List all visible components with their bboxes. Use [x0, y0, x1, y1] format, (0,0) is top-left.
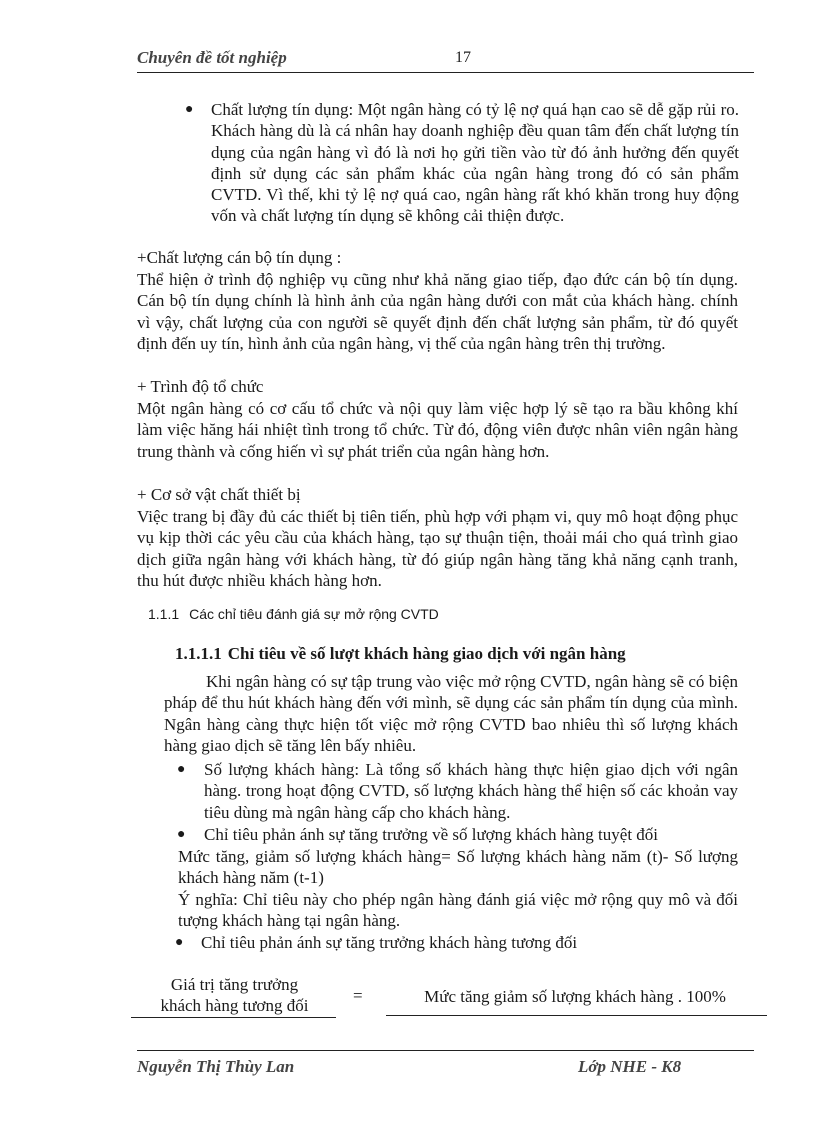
formula-equals: = — [353, 986, 363, 1005]
formula-left-label — [133, 974, 336, 1016]
footer-class: Lớp NHE - K8 — [578, 1057, 682, 1076]
relative-growth-paragraph: Chỉ tiêu phản ánh sự tăng trưởng khách hàng tương đối — [201, 933, 578, 952]
formula-left-line2: khách hàng tương đối — [160, 996, 309, 1015]
section-heading-111 — [148, 606, 439, 622]
bullet-icon: ● — [175, 935, 184, 950]
formula-left-underline — [131, 1017, 336, 1018]
intro-paragraph: Khi ngân hàng có sự tập trung vào việc mở rộng CVTD, ngân hàng sẽ có biện pháp để thu hút khách hàng đến với mình, sẽ dụng các sản phẩm tín dụng của mình. Ngân hàng càng thực hiện tốt việc mở rộng CVTD bao nhiêu thì số lượng khách hàng giao dịch sẽ tăng lên bấy nhiêu. — [164, 672, 738, 755]
formula-fraction-bar — [386, 1015, 767, 1016]
footer-rule — [137, 1050, 754, 1051]
organization-heading: + Trình độ tổ chức — [137, 377, 264, 396]
meaning-paragraph: Ý nghĩa: Chỉ tiêu này cho phép ngân hàng đánh giá việc mở rộng quy mô và đối tượng khách hàng tại ngân hàng. — [178, 890, 738, 931]
facilities-paragraph: Việc trang bị đầy đủ các thiết bị tiên tiến, phù hợp với phạm vi, quy mô hoạt động phục vụ kịp thời các yêu cầu của khách hàng, tạo sự thuận tiện, thoải mái cho quá trình giao dịch giữa ngân hàng với khách hàng, từ đó giúp ngân hàng tăng khả năng cạnh tranh, thu hút được nhiều khách hàng hơn. — [137, 507, 738, 590]
credit-quality-paragraph: Chất lượng tín dụng: Một ngân hàng có tỷ lệ nợ quá hạn cao sẽ dễ gặp rủi ro. Khách hàng dù là cá nhân hay doanh nghiệp đều quan tâm đến chất lượng tín dụng của ngân hàng vì đó là nơi họ gửi tiền vào từ đó ảnh hưởng đến quyết định sử dụng các sản phẩm khác của ngân hàng trong đó có sản phẩm CVTD. Vì thế, khi tỷ lệ nợ quá cao, ngân hàng rất khó khăn trong huy động vốn và chất lượng tín dụng sẽ không cải thiện được. — [211, 100, 739, 226]
staff-quality-paragraph: Thể hiện ở trình độ nghiệp vụ cũng như khả năng giao tiếp, đạo đức cán bộ tín dụng. Cán bộ tín dụng chính là hình ảnh của ngân hàng dưới con mắt của khách hàng. chính vì vậy, chất lượng của con người sẽ quyết định đến chất lượng sản phẩm, từ đó quyết định đến uy tín, hình ảnh của ngân hàng, vị thế của ngân hàng trên thị trường. — [137, 270, 738, 353]
formula-left-line1: Giá trị tăng trưởng — [170, 975, 299, 994]
customer-count-paragraph: Số lượng khách hàng: Là tổng số khách hàng thực hiện giao dịch với ngân hàng. trong hoạt động CVTD, số lượng khách hàng thể hiện số các khoản vay tiêu dùng mà ngân hàng cấp cho khách hàng. — [204, 760, 738, 822]
bullet-icon: ● — [177, 762, 186, 777]
absolute-formula-text: Mức tăng, giảm số lượng khách hàng= Số lượng khách hàng năm (t)- Số lượng khách hàng năm (t-1) — [178, 847, 738, 888]
facilities-heading: + Cơ sở vật chất thiết bị — [137, 485, 301, 504]
section-number: 1.1.1 — [148, 606, 180, 622]
footer-author: Nguyễn Thị Thùy Lan — [137, 1057, 295, 1076]
bullet-icon: ● — [177, 827, 186, 842]
organization-paragraph: Một ngân hàng có cơ cấu tổ chức và nội quy làm việc hợp lý sẽ tạo ra bầu không khí làm việc hăng hái nhiệt tình trong tổ chức. Từ đó, động viên được nhân viên ngân hàng trung thành và cống hiến vì sự phát triển của ngân hàng hơn. — [137, 399, 738, 461]
absolute-growth-paragraph: Chỉ tiêu phản ánh sự tăng trưởng về số lượng khách hàng tuyệt đối — [204, 825, 659, 844]
section-title: Các chỉ tiêu đánh giá sự mở rộng CVTD — [189, 606, 439, 622]
formula-numerator: Mức tăng giảm số lượng khách hàng . 100% — [424, 987, 726, 1006]
staff-quality-heading: +Chất lượng cán bộ tín dụng : — [137, 248, 342, 267]
header-title: Chuyên đề tốt nghiệp — [137, 48, 287, 67]
page-number: 17 — [455, 49, 471, 66]
bullet-icon: ● — [185, 102, 194, 117]
section-heading-1111 — [175, 644, 626, 664]
header-rule — [137, 72, 754, 73]
subsection-title: Chỉ tiêu về số lượt khách hàng giao dịch với ngân hàng — [227, 644, 626, 663]
subsection-number: 1.1.1.1 — [175, 644, 222, 663]
